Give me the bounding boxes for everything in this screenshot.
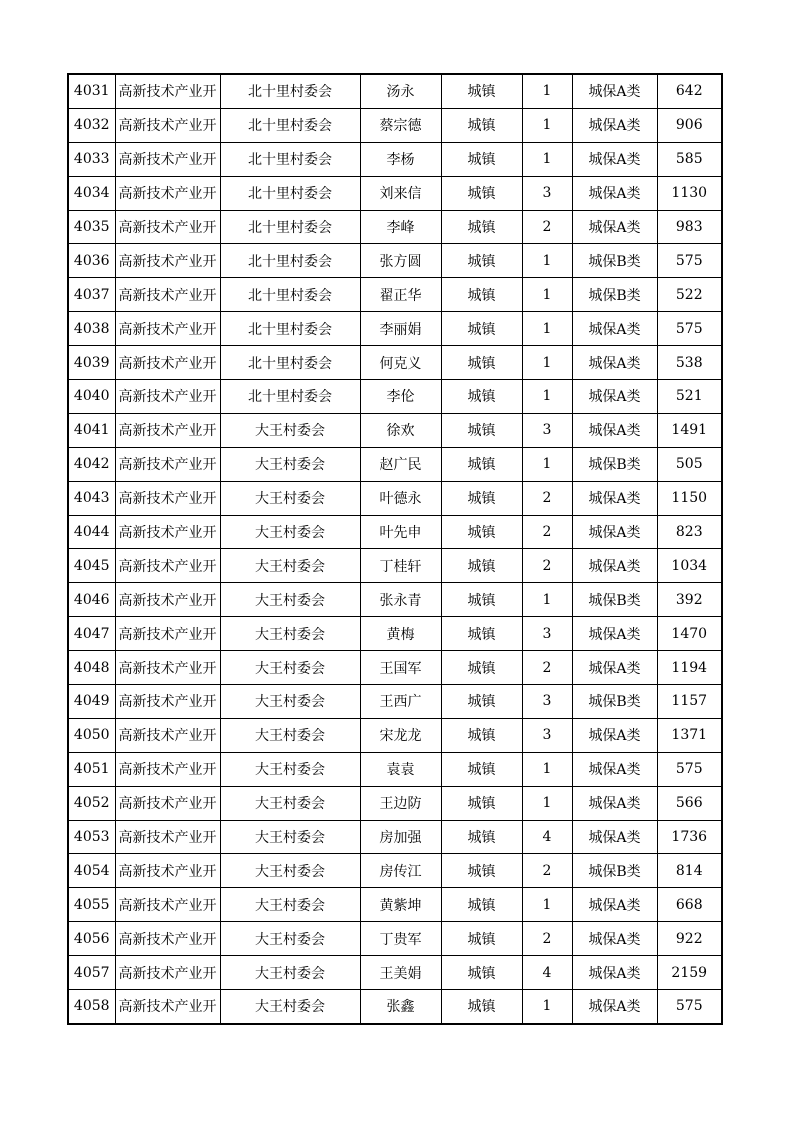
table-row (68, 380, 722, 414)
household-type-cell: 城镇 (441, 278, 522, 312)
village-committee-cell: 北十里村委会 (220, 210, 360, 244)
village-committee-cell: 大王村委会 (220, 447, 360, 481)
district-cell: 高新技术产业开 (115, 278, 220, 312)
member-count-cell: 1 (522, 108, 572, 142)
category-cell: 城保A类 (572, 346, 657, 380)
person-name-cell: 黄紫坤 (360, 888, 441, 922)
household-type-cell: 城镇 (441, 142, 522, 176)
village-committee-cell: 大王村委会 (220, 956, 360, 990)
person-name-cell: 叶德永 (360, 481, 441, 515)
category-cell: 城保A类 (572, 210, 657, 244)
amount-cell: 1034 (657, 549, 722, 583)
village-committee-cell: 大王村委会 (220, 922, 360, 956)
household-type-cell: 城镇 (441, 312, 522, 346)
row-id-cell: 4055 (68, 888, 115, 922)
row-id-cell: 4047 (68, 617, 115, 651)
district-cell: 高新技术产业开 (115, 956, 220, 990)
row-id-cell: 4052 (68, 786, 115, 820)
table-row (68, 481, 722, 515)
table-row (68, 583, 722, 617)
row-id-cell: 4034 (68, 176, 115, 210)
household-type-cell: 城镇 (441, 108, 522, 142)
row-id-cell: 4037 (68, 278, 115, 312)
row-id-cell: 4044 (68, 515, 115, 549)
member-count-cell: 1 (522, 380, 572, 414)
person-name-cell: 赵广民 (360, 447, 441, 481)
household-type-cell: 城镇 (441, 515, 522, 549)
household-type-cell: 城镇 (441, 413, 522, 447)
district-cell: 高新技术产业开 (115, 854, 220, 888)
village-committee-cell: 大王村委会 (220, 617, 360, 651)
amount-cell: 1491 (657, 413, 722, 447)
member-count-cell: 1 (522, 142, 572, 176)
category-cell: 城保A类 (572, 481, 657, 515)
district-cell: 高新技术产业开 (115, 244, 220, 278)
category-cell: 城保A类 (572, 786, 657, 820)
table-row (68, 142, 722, 176)
row-id-cell: 4035 (68, 210, 115, 244)
person-name-cell: 王美娟 (360, 956, 441, 990)
category-cell: 城保A类 (572, 142, 657, 176)
district-cell: 高新技术产业开 (115, 922, 220, 956)
district-cell: 高新技术产业开 (115, 786, 220, 820)
row-id-cell: 4043 (68, 481, 115, 515)
district-cell: 高新技术产业开 (115, 447, 220, 481)
household-type-cell: 城镇 (441, 820, 522, 854)
person-name-cell: 丁桂轩 (360, 549, 441, 583)
person-name-cell: 袁袁 (360, 752, 441, 786)
member-count-cell: 2 (522, 922, 572, 956)
member-count-cell: 1 (522, 786, 572, 820)
village-committee-cell: 大王村委会 (220, 583, 360, 617)
amount-cell: 1150 (657, 481, 722, 515)
village-committee-cell: 大王村委会 (220, 854, 360, 888)
village-committee-cell: 北十里村委会 (220, 244, 360, 278)
table-row (68, 278, 722, 312)
household-type-cell: 城镇 (441, 752, 522, 786)
village-committee-cell: 北十里村委会 (220, 176, 360, 210)
village-committee-cell: 北十里村委会 (220, 142, 360, 176)
row-id-cell: 4058 (68, 990, 115, 1024)
person-name-cell: 李杨 (360, 142, 441, 176)
row-id-cell: 4048 (68, 651, 115, 685)
village-committee-cell: 大王村委会 (220, 786, 360, 820)
member-count-cell: 2 (522, 549, 572, 583)
village-committee-cell: 大王村委会 (220, 888, 360, 922)
person-name-cell: 蔡宗德 (360, 108, 441, 142)
household-type-cell: 城镇 (441, 380, 522, 414)
household-type-cell: 城镇 (441, 447, 522, 481)
table-row (68, 176, 722, 210)
district-cell: 高新技术产业开 (115, 617, 220, 651)
amount-cell: 823 (657, 515, 722, 549)
table-row (68, 515, 722, 549)
amount-cell: 922 (657, 922, 722, 956)
table-row (68, 346, 722, 380)
table-row (68, 922, 722, 956)
amount-cell: 575 (657, 752, 722, 786)
amount-cell: 2159 (657, 956, 722, 990)
district-cell: 高新技术产业开 (115, 312, 220, 346)
member-count-cell: 2 (522, 854, 572, 888)
category-cell: 城保A类 (572, 651, 657, 685)
member-count-cell: 3 (522, 685, 572, 719)
row-id-cell: 4057 (68, 956, 115, 990)
district-cell: 高新技术产业开 (115, 990, 220, 1024)
category-cell: 城保A类 (572, 617, 657, 651)
member-count-cell: 1 (522, 74, 572, 108)
member-count-cell: 2 (522, 210, 572, 244)
member-count-cell: 3 (522, 718, 572, 752)
table-row (68, 312, 722, 346)
village-committee-cell: 大王村委会 (220, 549, 360, 583)
person-name-cell: 李伦 (360, 380, 441, 414)
table-row (68, 244, 722, 278)
row-id-cell: 4056 (68, 922, 115, 956)
row-id-cell: 4038 (68, 312, 115, 346)
person-name-cell: 李峰 (360, 210, 441, 244)
district-cell: 高新技术产业开 (115, 718, 220, 752)
row-id-cell: 4039 (68, 346, 115, 380)
table-row (68, 210, 722, 244)
row-id-cell: 4033 (68, 142, 115, 176)
category-cell: 城保B类 (572, 583, 657, 617)
person-name-cell: 丁贵军 (360, 922, 441, 956)
member-count-cell: 4 (522, 956, 572, 990)
household-type-cell: 城镇 (441, 481, 522, 515)
table-row (68, 685, 722, 719)
household-type-cell: 城镇 (441, 786, 522, 820)
member-count-cell: 1 (522, 583, 572, 617)
household-type-cell: 城镇 (441, 718, 522, 752)
village-committee-cell: 大王村委会 (220, 718, 360, 752)
category-cell: 城保B类 (572, 244, 657, 278)
table-row (68, 990, 722, 1024)
member-count-cell: 1 (522, 312, 572, 346)
district-cell: 高新技术产业开 (115, 142, 220, 176)
person-name-cell: 房传江 (360, 854, 441, 888)
person-name-cell: 王国军 (360, 651, 441, 685)
village-committee-cell: 北十里村委会 (220, 278, 360, 312)
person-name-cell: 叶先申 (360, 515, 441, 549)
row-id-cell: 4036 (68, 244, 115, 278)
district-cell: 高新技术产业开 (115, 380, 220, 414)
village-committee-cell: 北十里村委会 (220, 74, 360, 108)
household-type-cell: 城镇 (441, 854, 522, 888)
table-row (68, 617, 722, 651)
household-type-cell: 城镇 (441, 651, 522, 685)
village-committee-cell: 大王村委会 (220, 685, 360, 719)
village-committee-cell: 北十里村委会 (220, 312, 360, 346)
district-cell: 高新技术产业开 (115, 820, 220, 854)
category-cell: 城保B类 (572, 278, 657, 312)
allowance-table (67, 73, 723, 1025)
household-type-cell: 城镇 (441, 74, 522, 108)
category-cell: 城保A类 (572, 108, 657, 142)
village-committee-cell: 大王村委会 (220, 515, 360, 549)
village-committee-cell: 大王村委会 (220, 651, 360, 685)
table-row (68, 752, 722, 786)
village-committee-cell: 北十里村委会 (220, 346, 360, 380)
district-cell: 高新技术产业开 (115, 210, 220, 244)
row-id-cell: 4046 (68, 583, 115, 617)
category-cell: 城保B类 (572, 685, 657, 719)
household-type-cell: 城镇 (441, 685, 522, 719)
member-count-cell: 1 (522, 346, 572, 380)
table-row (68, 786, 722, 820)
amount-cell: 575 (657, 244, 722, 278)
household-type-cell: 城镇 (441, 990, 522, 1024)
person-name-cell: 张永青 (360, 583, 441, 617)
amount-cell: 1194 (657, 651, 722, 685)
category-cell: 城保A类 (572, 176, 657, 210)
row-id-cell: 4051 (68, 752, 115, 786)
category-cell: 城保A类 (572, 380, 657, 414)
table-row (68, 854, 722, 888)
amount-cell: 906 (657, 108, 722, 142)
amount-cell: 1130 (657, 176, 722, 210)
row-id-cell: 4054 (68, 854, 115, 888)
table-body (68, 74, 722, 1024)
category-cell: 城保A类 (572, 549, 657, 583)
table-row (68, 651, 722, 685)
household-type-cell: 城镇 (441, 176, 522, 210)
row-id-cell: 4049 (68, 685, 115, 719)
person-name-cell: 王西广 (360, 685, 441, 719)
row-id-cell: 4050 (68, 718, 115, 752)
household-type-cell: 城镇 (441, 549, 522, 583)
member-count-cell: 3 (522, 413, 572, 447)
amount-cell: 505 (657, 447, 722, 481)
household-type-cell: 城镇 (441, 583, 522, 617)
village-committee-cell: 北十里村委会 (220, 380, 360, 414)
village-committee-cell: 大王村委会 (220, 413, 360, 447)
member-count-cell: 1 (522, 888, 572, 922)
category-cell: 城保A类 (572, 413, 657, 447)
village-committee-cell: 北十里村委会 (220, 108, 360, 142)
row-id-cell: 4041 (68, 413, 115, 447)
amount-cell: 538 (657, 346, 722, 380)
amount-cell: 668 (657, 888, 722, 922)
category-cell: 城保A类 (572, 515, 657, 549)
member-count-cell: 1 (522, 990, 572, 1024)
household-type-cell: 城镇 (441, 888, 522, 922)
district-cell: 高新技术产业开 (115, 108, 220, 142)
member-count-cell: 1 (522, 752, 572, 786)
table-row (68, 74, 722, 108)
category-cell: 城保B类 (572, 447, 657, 481)
person-name-cell: 黄梅 (360, 617, 441, 651)
category-cell: 城保A类 (572, 922, 657, 956)
household-type-cell: 城镇 (441, 617, 522, 651)
household-type-cell: 城镇 (441, 922, 522, 956)
category-cell: 城保A类 (572, 820, 657, 854)
district-cell: 高新技术产业开 (115, 549, 220, 583)
village-committee-cell: 大王村委会 (220, 990, 360, 1024)
village-committee-cell: 大王村委会 (220, 820, 360, 854)
district-cell: 高新技术产业开 (115, 346, 220, 380)
amount-cell: 1736 (657, 820, 722, 854)
district-cell: 高新技术产业开 (115, 752, 220, 786)
table-row (68, 108, 722, 142)
person-name-cell: 翟正华 (360, 278, 441, 312)
member-count-cell: 4 (522, 820, 572, 854)
person-name-cell: 张鑫 (360, 990, 441, 1024)
amount-cell: 1470 (657, 617, 722, 651)
member-count-cell: 3 (522, 617, 572, 651)
district-cell: 高新技术产业开 (115, 176, 220, 210)
district-cell: 高新技术产业开 (115, 74, 220, 108)
district-cell: 高新技术产业开 (115, 651, 220, 685)
district-cell: 高新技术产业开 (115, 413, 220, 447)
row-id-cell: 4053 (68, 820, 115, 854)
member-count-cell: 2 (522, 481, 572, 515)
person-name-cell: 刘来信 (360, 176, 441, 210)
household-type-cell: 城镇 (441, 346, 522, 380)
household-type-cell: 城镇 (441, 210, 522, 244)
table-row (68, 956, 722, 990)
district-cell: 高新技术产业开 (115, 685, 220, 719)
member-count-cell: 3 (522, 176, 572, 210)
category-cell: 城保A类 (572, 990, 657, 1024)
amount-cell: 521 (657, 380, 722, 414)
category-cell: 城保A类 (572, 956, 657, 990)
category-cell: 城保A类 (572, 718, 657, 752)
person-name-cell: 汤永 (360, 74, 441, 108)
category-cell: 城保A类 (572, 74, 657, 108)
amount-cell: 566 (657, 786, 722, 820)
table-row (68, 820, 722, 854)
amount-cell: 575 (657, 990, 722, 1024)
amount-cell: 392 (657, 583, 722, 617)
member-count-cell: 1 (522, 278, 572, 312)
village-committee-cell: 大王村委会 (220, 752, 360, 786)
village-committee-cell: 大王村委会 (220, 481, 360, 515)
category-cell: 城保A类 (572, 888, 657, 922)
district-cell: 高新技术产业开 (115, 481, 220, 515)
row-id-cell: 4032 (68, 108, 115, 142)
person-name-cell: 宋龙龙 (360, 718, 441, 752)
member-count-cell: 2 (522, 651, 572, 685)
household-type-cell: 城镇 (441, 956, 522, 990)
row-id-cell: 4042 (68, 447, 115, 481)
row-id-cell: 4040 (68, 380, 115, 414)
category-cell: 城保A类 (572, 752, 657, 786)
table-row (68, 718, 722, 752)
amount-cell: 585 (657, 142, 722, 176)
member-count-cell: 1 (522, 447, 572, 481)
table-row (68, 413, 722, 447)
person-name-cell: 何克义 (360, 346, 441, 380)
person-name-cell: 房加强 (360, 820, 441, 854)
row-id-cell: 4045 (68, 549, 115, 583)
category-cell: 城保A类 (572, 312, 657, 346)
member-count-cell: 2 (522, 515, 572, 549)
amount-cell: 1371 (657, 718, 722, 752)
district-cell: 高新技术产业开 (115, 888, 220, 922)
district-cell: 高新技术产业开 (115, 583, 220, 617)
amount-cell: 642 (657, 74, 722, 108)
category-cell: 城保B类 (572, 854, 657, 888)
person-name-cell: 张方圆 (360, 244, 441, 278)
district-cell: 高新技术产业开 (115, 515, 220, 549)
row-id-cell: 4031 (68, 74, 115, 108)
table-row (68, 447, 722, 481)
amount-cell: 983 (657, 210, 722, 244)
person-name-cell: 李丽娟 (360, 312, 441, 346)
amount-cell: 1157 (657, 685, 722, 719)
amount-cell: 522 (657, 278, 722, 312)
person-name-cell: 徐欢 (360, 413, 441, 447)
amount-cell: 814 (657, 854, 722, 888)
table-row (68, 549, 722, 583)
person-name-cell: 王边防 (360, 786, 441, 820)
amount-cell: 575 (657, 312, 722, 346)
table-row (68, 888, 722, 922)
member-count-cell: 1 (522, 244, 572, 278)
household-type-cell: 城镇 (441, 244, 522, 278)
